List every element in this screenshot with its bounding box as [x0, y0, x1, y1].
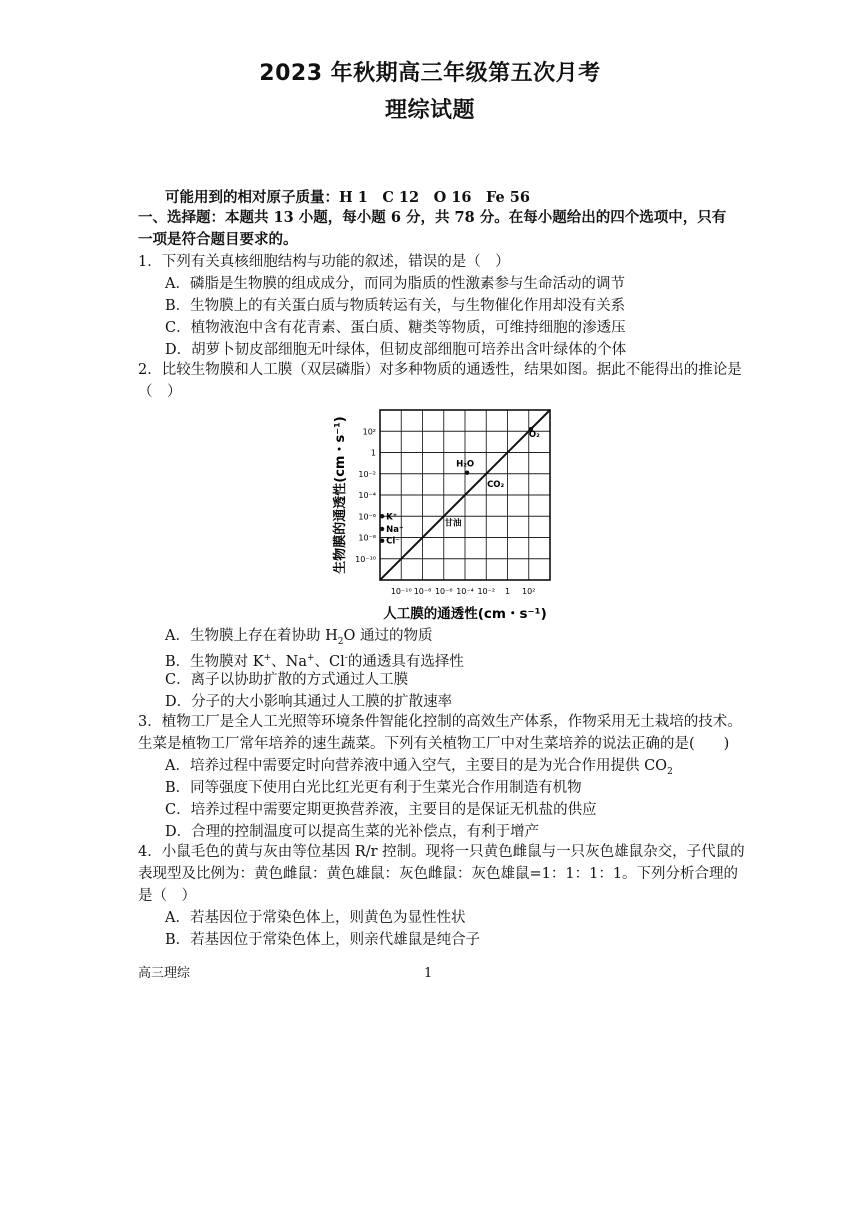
x-tick-label: 10⁻² — [477, 587, 496, 596]
y-tick-label: 1 — [370, 448, 376, 458]
q3-option-c: C．培养过程中需要定期更换营养液，主要目的是保证无机盐的供应 — [165, 802, 597, 818]
atomic-masses-line: 可能用到的相对原子质量：H 1 C 12 O 16 Fe 56 — [165, 189, 530, 206]
q3-stem-line2: 生菜是植物工厂常年培养的速生蔬菜。下列有关植物工厂中对生菜培养的说法正确的是( ) — [138, 736, 730, 752]
q3-option-b: B．同等强度下使用白光比红光更有利于生菜光合作用制造有机物 — [165, 780, 582, 796]
exam-title: 2023 年秋期高三年级第五次月考 — [259, 61, 601, 86]
y-tick-label: 10⁻⁸ — [358, 533, 376, 543]
permeability-chart — [330, 398, 590, 628]
y-tick-label: 10⁻¹⁰ — [355, 554, 376, 564]
chart-y-axis-label: 生物膜的通透性(cm・s⁻¹) — [333, 416, 348, 574]
q4-option-a: A．若基因位于常染色体上，则黄色为显性性状 — [165, 910, 466, 926]
x-tick-label: 1 — [504, 587, 511, 596]
data-point — [380, 514, 384, 518]
section-heading-line2: 一项是符合题目要求的。 — [138, 231, 298, 248]
y-tick-label: 10² — [362, 427, 376, 437]
data-point-label: H₂O — [456, 459, 475, 470]
data-point-label: O₂ — [528, 430, 540, 441]
data-point — [380, 538, 384, 542]
q2-option-d: D．分子的大小影响其通过人工膜的扩散速率 — [165, 694, 453, 710]
q4-stem-line2: 表现型及比例为：黄色雌鼠：黄色雄鼠：灰色雌鼠：灰色雄鼠=1：1：1：1。下列分析合理的 — [138, 866, 739, 882]
q3-option-d: D．合理的控制温度可以提高生菜的光补偿点，有利于增产 — [165, 824, 540, 840]
y-tick-label: 10⁻² — [358, 469, 376, 479]
q1-option-c: C．植物液泡中含有花青素、蛋白质、糖类等物质，可维持细胞的渗透压 — [165, 320, 626, 336]
x-tick-label: 10⁻⁸ — [413, 587, 432, 596]
data-point-label: 甘油 — [444, 518, 462, 529]
footer-page-number: 1 — [424, 966, 433, 981]
x-tick-label: 10⁻¹⁰ — [390, 587, 412, 596]
q4-option-b: B．若基因位于常染色体上，则亲代雄鼠是纯合子 — [165, 932, 481, 948]
data-point-label: CO₂ — [487, 479, 505, 490]
q4-stem-line3: 是（ ） — [138, 888, 196, 904]
q1-option-b: B．生物膜上的有关蛋白质与物质转运有关，与生物催化作用却没有关系 — [165, 298, 626, 314]
q1-option-d: D．胡萝卜韧皮部细胞无叶绿体，但韧皮部细胞可培养出含叶绿体的个体 — [165, 342, 627, 358]
q4-stem-line1: 4．小鼠毛色的黄与灰由等位基因 R/r 控制。现将一只黄色雌鼠与一只灰色雄鼠杂交，子代鼠的 — [138, 844, 745, 860]
q3-stem-line1: 3．植物工厂是全人工光照等环境条件智能化控制的高效生产体系，作物采用无土栽培的技术。 — [138, 714, 742, 730]
q1-option-a: A．磷脂是生物膜的组成成分，而同为脂质的性激素参与生命活动的调节 — [165, 276, 625, 292]
q2-stem-line2: （ ） — [138, 384, 182, 400]
q1-stem: 1．下列有关真核细胞结构与功能的叙述，错误的是（ ） — [138, 254, 510, 270]
data-point-label: K⁺ — [386, 512, 398, 523]
section-heading-line1: 一、选择题：本题共 13 小题，每小题 6 分，共 78 分。在每小题给出的四个选项中，只有 — [138, 209, 727, 226]
footer-subject: 高三理综 — [138, 966, 191, 981]
chart-x-axis-label: 人工膜的通透性(cm・s⁻¹) — [383, 606, 547, 622]
q2-stem-line1: 2．比较生物膜和人工膜（双层磷脂）对多种物质的通透性，结果如图。据此不能得出的推论是 — [138, 362, 742, 378]
y-tick-label: 10⁻⁴ — [358, 491, 376, 500]
data-point — [380, 527, 384, 531]
exam-subtitle: 理综试题 — [384, 98, 475, 123]
data-point-label: Cl⁻ — [386, 536, 400, 547]
data-point-label: Na⁺ — [386, 525, 404, 535]
x-tick-label: 10⁻⁴ — [456, 587, 474, 596]
q2-option-c: C．离子以协助扩散的方式通过人工膜 — [165, 672, 409, 688]
q2-option-b: B．生物膜对 K+、Na+、Cl-的通透具有选择性 — [165, 653, 464, 670]
q3-option-a: A．培养过程中需要定时向营养液中通入空气，主要目的是为光合作用提供 $CO_2$ — [165, 758, 673, 777]
y-tick-label: 10⁻⁶ — [358, 512, 376, 522]
data-point — [465, 470, 469, 474]
x-tick-label: 10⁻⁶ — [434, 587, 453, 596]
x-tick-label: 10² — [522, 587, 536, 596]
q2-option-a: A．生物膜上存在着协助 $H_2O$ 通过的物质 — [165, 628, 433, 647]
